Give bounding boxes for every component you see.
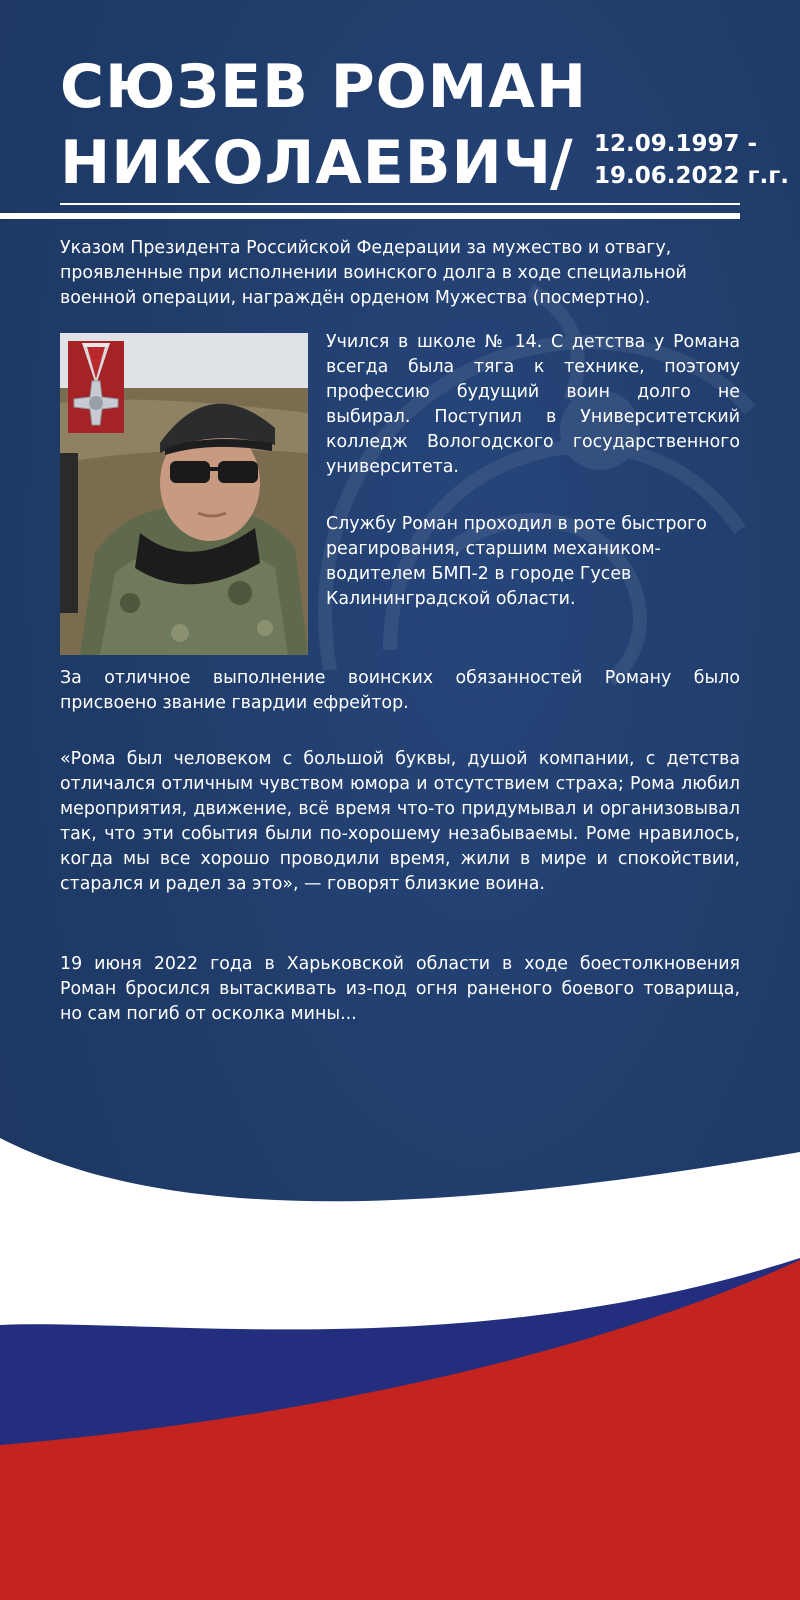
title-slash: /: [550, 126, 573, 199]
life-dates: [594, 128, 789, 192]
decree-paragraph: Указом Президента Российской Федерации за мужество и отвагу, проявленные при исполнении воинского долга в ходе специальной военной операции, награждён орденом Мужества (посмертно).: [60, 238, 687, 308]
eagle-emblem-watermark-icon: [270, 250, 790, 710]
death-paragraph: 19 июня 2022 года в Харьковской области в ходе боестолкновения Роман бросился вытаскивать из-под огня раненого боевого товарища, но сам погиб от осколка мины...: [60, 954, 740, 1024]
russian-flag-waves: [0, 1080, 800, 1600]
header: [60, 50, 790, 210]
patronymic: НИКОЛАЕВИЧ: [60, 128, 553, 198]
order-of-courage-icon: [68, 341, 124, 433]
header-rule-thin: [60, 203, 740, 205]
quote-paragraph: «Рома был человеком с большой буквы, душой компании, с детства отличался отличным чувством юмора и отсутствием страха; Рома любил мероприятия, движение, всё время что-то придумывал и организовывал так, что эти события были по-хорошему незабываемы. Роме нравилось, когда мы все хорошо проводили время, жили в мире и спокойствии, старался и радел за это», — говорят близкие воина.: [60, 749, 740, 894]
header-rule-thick: [0, 213, 740, 219]
school-paragraph: Учился в школе № 14. С детства у Романа всегда была тяга к технике, поэтому профессию будущий воин долго не выбирал. Поступил в Университетский колледж Вологодского государственного университета.: [326, 332, 740, 477]
date-death: 19.06.2022 г.г.: [594, 163, 790, 189]
date-birth: 12.09.1997 -: [594, 131, 758, 157]
surname-name: СЮЗЕВ РОМАН: [60, 52, 588, 122]
soldier-portrait: [60, 333, 308, 655]
rank-paragraph: За отличное выполнение воинских обязанностей Роману было присвоено звание гвардии ефрейтор.: [60, 668, 740, 713]
service-paragraph: Службу Роман проходил в роте быстрого реагирования, старшим механиком-водителем БМП-2 в городе Гусев Калининградской области.: [326, 514, 707, 609]
